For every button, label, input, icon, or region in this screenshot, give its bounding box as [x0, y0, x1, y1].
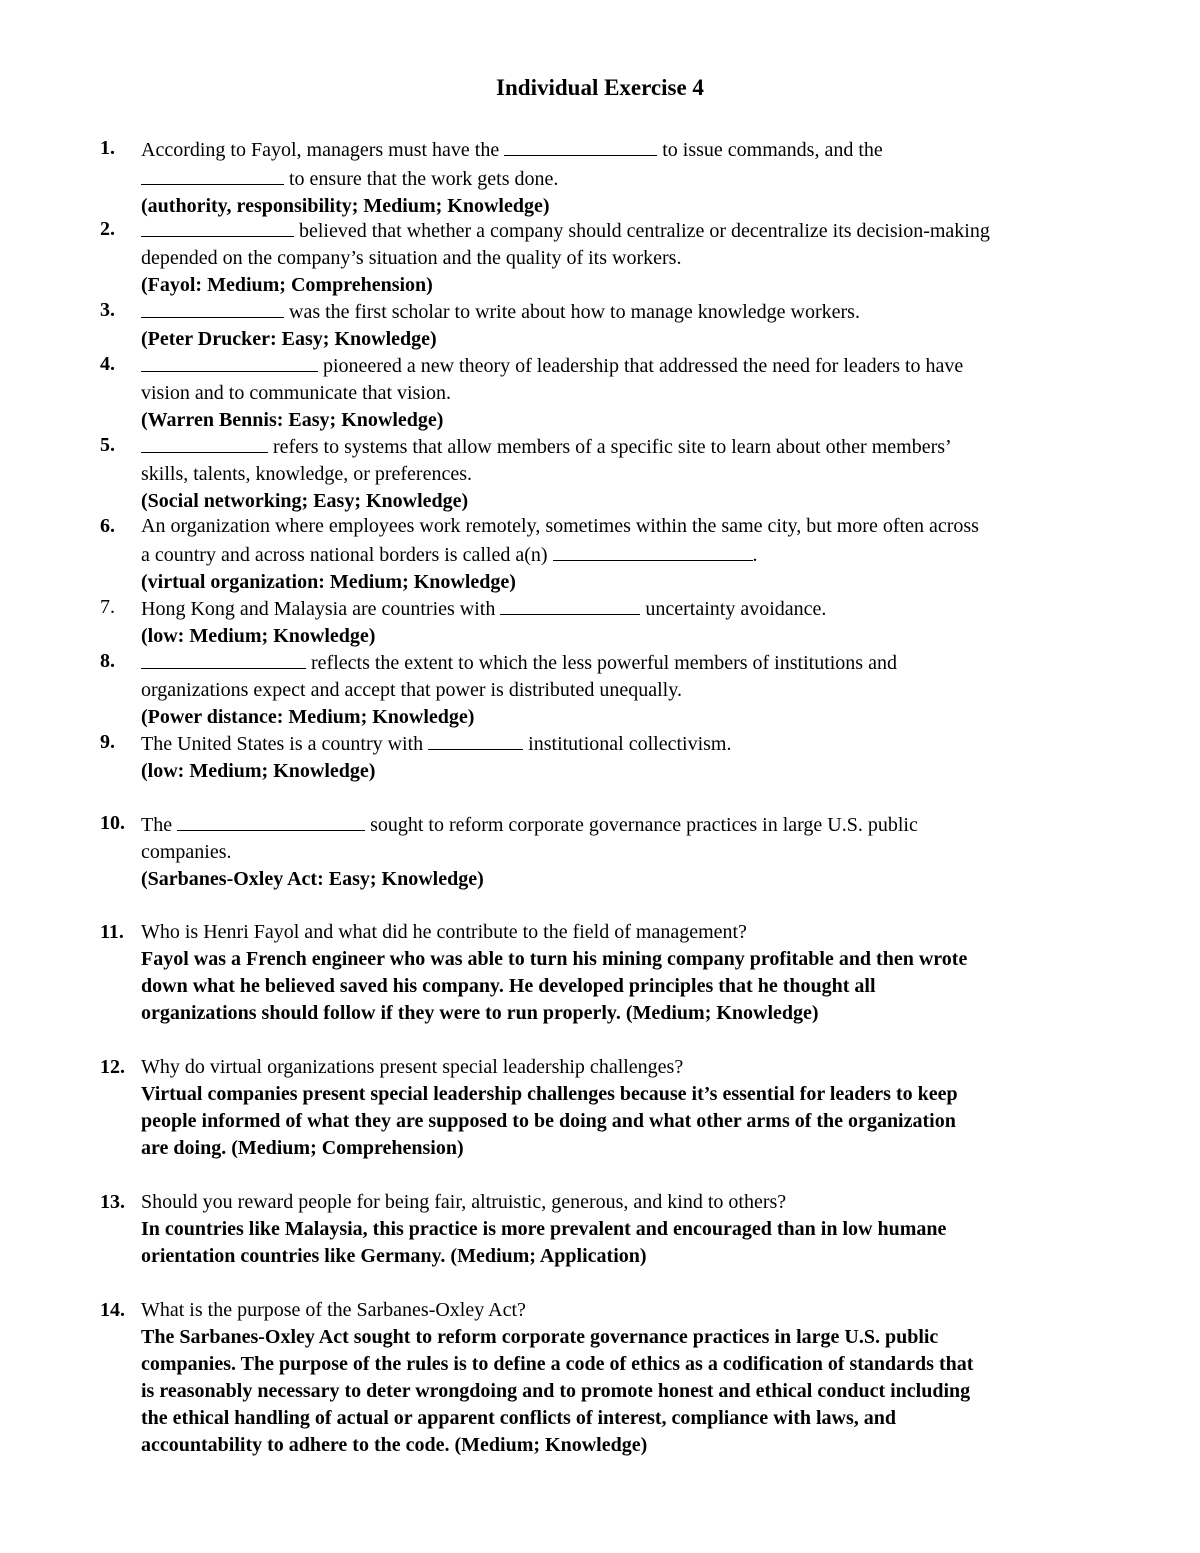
question-5 — [100, 432, 1140, 515]
question-text: skills, talents, knowledge, or preferences. — [141, 463, 473, 485]
question-8 — [100, 648, 1140, 731]
fill-in-blank — [428, 729, 523, 750]
question-text: a country and across national borders is called a(n) . — [141, 540, 1140, 569]
question-text: organizations expect and accept that power is distributed unequally. — [141, 679, 682, 701]
fill-in-blank — [177, 810, 365, 831]
fill-in-blank — [141, 216, 294, 237]
answer-key: (Power distance: Medium; Knowledge) — [141, 706, 475, 728]
question-text: What is the purpose of the Sarbanes-Oxley Act? — [141, 1299, 526, 1321]
answer-text: accountability to adhere to the code. (Medium; Knowledge) — [141, 1434, 648, 1456]
answer-text: Virtual companies present special leadership challenges because it’s essential for leaders to keep — [141, 1083, 958, 1105]
answer-text: is reasonably necessary to deter wrongdoing and to promote honest and ethical conduct including — [141, 1380, 971, 1402]
question-number: 12. — [100, 1056, 125, 1078]
question-text: The sought to reform corporate governance practices in large U.S. public — [141, 810, 1140, 839]
question-number: 2. — [100, 218, 115, 240]
fill-in-blank — [553, 540, 753, 561]
question-text: believed that whether a company should centralize or decentralize its decision-making — [141, 216, 1140, 245]
answer-key: (Sarbanes-Oxley Act: Easy; Knowledge) — [141, 868, 484, 890]
question-4 — [100, 351, 1140, 434]
fill-in-blank — [141, 648, 306, 669]
question-number: 9. — [100, 731, 115, 753]
answer-key: (Social networking; Easy; Knowledge) — [141, 490, 469, 512]
answer-text: people informed of what they are supposed to be doing and what other arms of the organization — [141, 1110, 956, 1132]
question-14 — [100, 1297, 1140, 1459]
question-number: 1. — [100, 137, 115, 159]
answer-key: (Fayol: Medium; Comprehension) — [141, 274, 433, 296]
question-text: Who is Henri Fayol and what did he contribute to the field of management? — [141, 921, 747, 943]
question-text: Why do virtual organizations present special leadership challenges? — [141, 1056, 684, 1078]
answer-key: (Warren Bennis: Easy; Knowledge) — [141, 409, 444, 431]
question-number: 4. — [100, 353, 115, 375]
question-3 — [100, 297, 1140, 353]
answer-text: orientation countries like Germany. (Medium; Application) — [141, 1245, 647, 1267]
fill-in-blank — [141, 164, 284, 185]
answer-text: are doing. (Medium; Comprehension) — [141, 1137, 464, 1159]
answer-key: (Peter Drucker: Easy; Knowledge) — [141, 328, 437, 350]
question-number: 10. — [100, 812, 125, 834]
question-text: depended on the company’s situation and the quality of its workers. — [141, 247, 682, 269]
question-text: reflects the extent to which the less powerful members of institutions and — [141, 648, 1140, 677]
answer-text: In countries like Malaysia, this practice is more prevalent and encouraged than in low humane — [141, 1218, 947, 1240]
answer-key: (low: Medium; Knowledge) — [141, 760, 376, 782]
question-6 — [100, 513, 1140, 596]
question-number: 11. — [100, 921, 124, 943]
answer-text: The Sarbanes-Oxley Act sought to reform corporate governance practices in large U.S. public — [141, 1326, 939, 1348]
question-text: Should you reward people for being fair, altruistic, generous, and kind to others? — [141, 1191, 787, 1213]
question-text: An organization where employees work remotely, sometimes within the same city, but more often across — [141, 515, 979, 537]
question-7 — [100, 594, 1140, 650]
question-text: The United States is a country with institutional collectivism. — [141, 729, 1140, 758]
question-text: companies. — [141, 841, 232, 863]
question-number: 14. — [100, 1299, 125, 1321]
question-number: 6. — [100, 515, 115, 537]
answer-text: organizations should follow if they were to run properly. (Medium; Knowledge) — [141, 1002, 819, 1024]
question-number: 7. — [100, 596, 115, 618]
question-2 — [100, 216, 1140, 299]
question-11 — [100, 919, 1140, 1027]
question-text: According to Fayol, managers must have the to issue commands, and the — [141, 135, 1140, 164]
fill-in-blank — [141, 297, 284, 318]
question-number: 13. — [100, 1191, 125, 1213]
question-text: vision and to communicate that vision. — [141, 382, 451, 404]
question-9 — [100, 729, 1140, 785]
question-10 — [100, 810, 1140, 893]
question-text: refers to systems that allow members of a specific site to learn about other members’ — [141, 432, 1140, 461]
fill-in-blank — [500, 594, 640, 615]
question-number: 3. — [100, 299, 115, 321]
answer-key: (virtual organization: Medium; Knowledge) — [141, 571, 516, 593]
answer-text: the ethical handling of actual or apparent conflicts of interest, compliance with laws, and — [141, 1407, 896, 1429]
question-text: Hong Kong and Malaysia are countries with uncertainty avoidance. — [141, 594, 1140, 623]
question-text: to ensure that the work gets done. — [141, 164, 1140, 193]
question-text: was the first scholar to write about how to manage knowledge workers. — [141, 297, 1140, 326]
fill-in-blank — [141, 351, 318, 372]
question-13 — [100, 1189, 1140, 1270]
answer-text: down what he believed saved his company. He developed principles that he thought all — [141, 975, 876, 997]
question-1 — [100, 135, 1140, 220]
question-12 — [100, 1054, 1140, 1162]
question-number: 5. — [100, 434, 115, 456]
answer-key: (authority, responsibility; Medium; Knowledge) — [141, 195, 550, 217]
fill-in-blank — [141, 432, 268, 453]
answer-text: companies. The purpose of the rules is to define a code of ethics as a codification of standards that — [141, 1353, 974, 1375]
fill-in-blank — [504, 135, 657, 156]
question-text: pioneered a new theory of leadership that addressed the need for leaders to have — [141, 351, 1140, 380]
page-title: Individual Exercise 4 — [496, 75, 704, 100]
question-number: 8. — [100, 650, 115, 672]
answer-key: (low: Medium; Knowledge) — [141, 625, 376, 647]
answer-text: Fayol was a French engineer who was able to turn his mining company profitable and then wrote — [141, 948, 968, 970]
